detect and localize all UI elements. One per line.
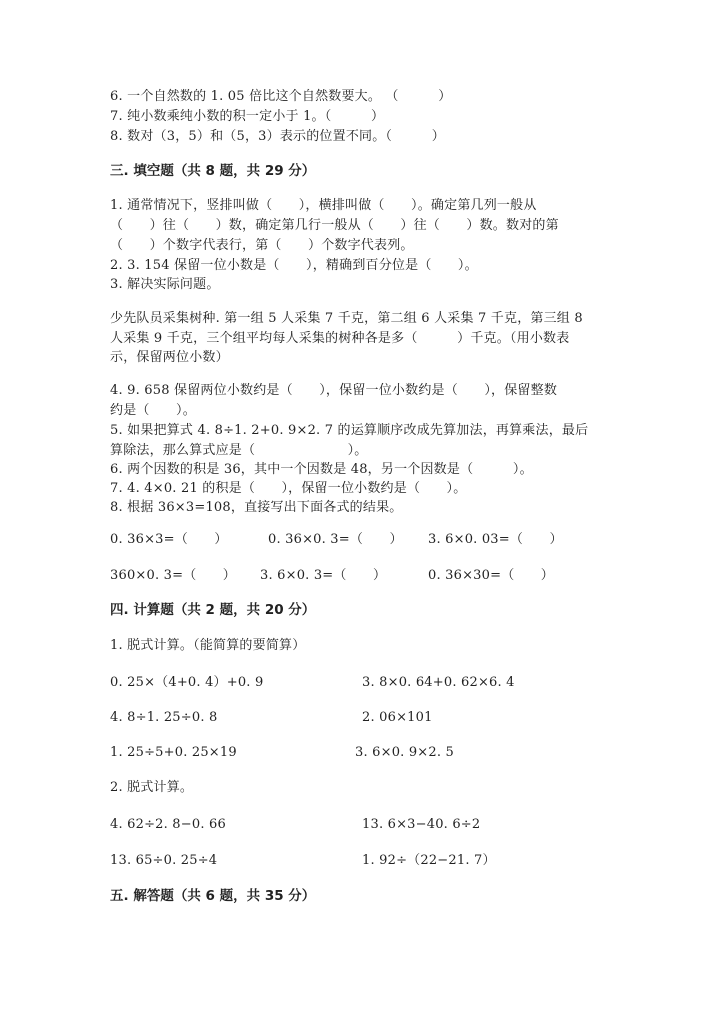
- fill-question-8-item: 360×0. 3=（ ）: [110, 568, 237, 583]
- fill-question-2: 2. 3. 154 保留一位小数是（ ），精确到百分位是（ ）。: [110, 258, 478, 273]
- fill-question-8-item: 0. 36×0. 3=（ ）: [268, 532, 403, 547]
- judgement-question-8: 8. 数对（3，5）和（5，3）表示的位置不同。（ ）: [110, 129, 445, 144]
- fill-question-8-item: 3. 6×0. 3=（ ）: [260, 568, 387, 583]
- fill-question-3-text-line-3: 示，保留两位小数）: [110, 350, 229, 365]
- fill-question-4-line-2: 约是（ ）。: [110, 403, 196, 418]
- fill-question-1-line-3: （ ）个数字代表行，第（ ）个数字代表列。: [110, 238, 414, 253]
- calc-expression: 0. 25×（4+0. 4）+0. 9: [110, 675, 264, 690]
- fill-question-4-line-1: 4. 9. 658 保留两位小数约是（ ），保留一位小数约是（ ），保留整数: [110, 383, 558, 398]
- fill-question-3-title: 3. 解决实际问题。: [110, 277, 220, 292]
- section-4-heading: 四. 计算题（共 2 题，共 20 分）: [110, 602, 316, 618]
- calc-expression: 4. 62÷2. 8−0. 66: [110, 817, 226, 832]
- fill-question-7: 7. 4. 4×0. 21 的积是（ ），保留一位小数约是（ ）。: [110, 481, 467, 496]
- calc-question-2-title: 2. 脱式计算。: [110, 780, 194, 795]
- fill-question-1-line-2: （ ）往（ ）数，确定第几行一般从（ ）往（ ）数。数对的第: [110, 218, 559, 233]
- fill-question-8-item: 0. 36×3=（ ）: [110, 532, 228, 547]
- fill-question-5-line-1: 5. 如果把算式 4. 8÷1. 2+0. 9×2. 7 的运算顺序改成先算加法，再算乘法，最后: [110, 423, 589, 438]
- fill-question-8-item: 0. 36×30=（ ）: [428, 568, 555, 583]
- fill-question-3-text-line-1: 少先队员采集树种. 第一组 5 人采集 7 千克，第二组 6 人采集 7 千克，第三组 8: [110, 311, 583, 326]
- calc-expression: 1. 92÷（22−21. 7）: [362, 853, 496, 868]
- calc-expression: 3. 6×0. 9×2. 5: [355, 745, 455, 760]
- calc-expression: 1. 25÷5+0. 25×19: [110, 745, 237, 760]
- fill-question-5-line-2: 算除法，那么算式应是（ ）。: [110, 443, 368, 458]
- fill-question-8: 8. 根据 36×3=108，直接写出下面各式的结果。: [110, 500, 403, 515]
- calc-expression: 13. 65÷0. 25÷4: [110, 853, 218, 868]
- fill-question-6: 6. 两个因数的积是 36，其中一个因数是 48，另一个因数是（ ）。: [110, 462, 533, 477]
- calc-question-1-title: 1. 脱式计算。（能简算的要简算）: [110, 638, 306, 653]
- calc-expression: 13. 6×3−40. 6÷2: [362, 817, 481, 832]
- judgement-question-7: 7. 纯小数乘纯小数的积一定小于 1。（ ）: [110, 109, 385, 124]
- judgement-question-6: 6. 一个自然数的 1. 05 倍比这个自然数要大。 （ ）: [110, 89, 452, 104]
- section-5-heading: 五. 解答题（共 6 题，共 35 分）: [110, 888, 316, 904]
- fill-question-1-line-1: 1. 通常情况下，竖排叫做（ ），横排叫做（ ）。确定第几列一般从: [110, 198, 537, 213]
- calc-expression: 3. 8×0. 64+0. 62×6. 4: [362, 675, 515, 690]
- calc-expression: 2. 06×101: [362, 710, 433, 725]
- section-3-heading: 三. 填空题（共 8 题，共 29 分）: [110, 163, 316, 179]
- fill-question-8-item: 3. 6×0. 03=（ ）: [428, 532, 563, 547]
- calc-expression: 4. 8÷1. 25÷0. 8: [110, 710, 218, 725]
- fill-question-3-text-line-2: 人采集 9 千克，三个组平均每人采集的树种各是多（ ）千克。（用小数表: [110, 331, 570, 346]
